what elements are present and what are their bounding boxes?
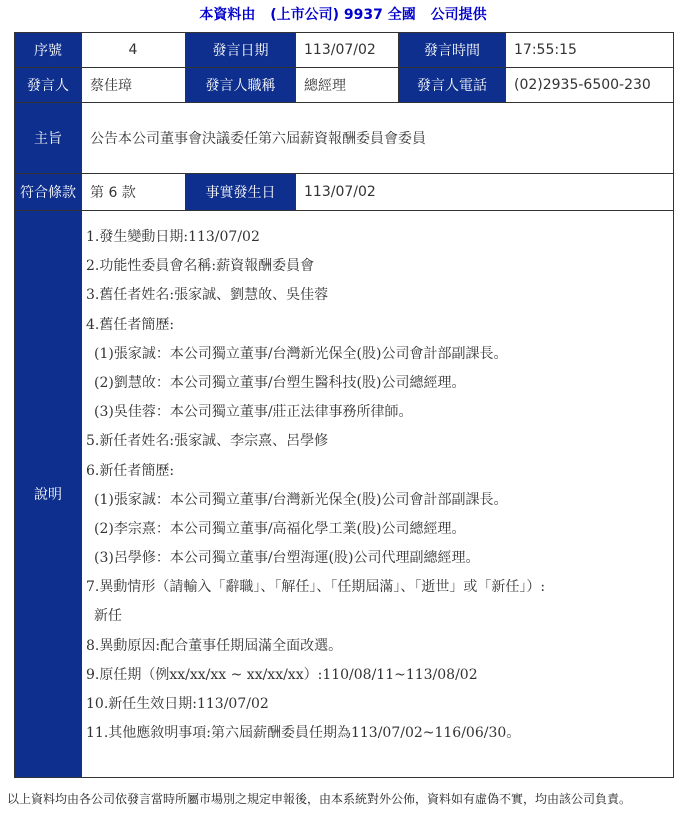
table-row xyxy=(15,211,674,778)
description-body xyxy=(82,211,674,778)
event-date-value: 113/07/02 xyxy=(296,174,674,211)
announce-date-label: 發言日期 xyxy=(186,33,296,68)
table-row xyxy=(15,103,674,174)
description-line: (2)劉慧敀：本公司獨立董事/台塑生醫科技(股)公司總經理。 xyxy=(94,374,466,391)
speaker-title-label: 發言人職稱 xyxy=(186,68,296,103)
subject-value: 公告本公司董事會決議委任第六屆薪資報酬委員會委員 xyxy=(82,103,674,174)
subject-label: 主旨 xyxy=(15,103,82,174)
description-line: 8.異動原因:配合董事任期屆滿全面改選。 xyxy=(86,637,343,654)
speaker-label: 發言人 xyxy=(15,68,82,103)
description-line: 4.舊任者簡歷: xyxy=(86,316,175,333)
description-line: (3)吳佳蓉：本公司獨立董事/莊正法律事務所律師。 xyxy=(94,404,413,421)
source-suffix: 公司提供 xyxy=(430,7,487,23)
description-line: 6.新任者簡歷: xyxy=(86,462,175,479)
speaker-value: 蔡佳璋 xyxy=(82,68,186,103)
description-line: 11.其他應敘明事項:第六屆薪酬委員任期為113/07/02~116/06/30。 xyxy=(86,725,521,742)
event-date-label: 事實發生日 xyxy=(186,174,296,211)
seq-value: 4 xyxy=(82,33,186,68)
speaker-phone-label: 發言人電話 xyxy=(399,68,506,103)
description-line: 9.原任期（例xx/xx/xx ~ xx/xx/xx）:110/08/11~113/08/02 xyxy=(86,666,478,683)
announcement-table xyxy=(14,32,674,778)
description-line: (1)張家誠：本公司獨立董事/台灣新光保全(股)公司會計部副課長。 xyxy=(94,491,508,508)
description-line: (2)李宗熹：本公司獨立董事/高福化學工業(股)公司總經理。 xyxy=(94,520,466,537)
description-line: (1)張家誠：本公司獨立董事/台灣新光保全(股)公司會計部副課長。 xyxy=(94,345,508,362)
description-line: 3.舊任者姓名:張家誠、劉慧敀、吳佳蓉 xyxy=(86,287,329,304)
source-company: (上市公司) 9937 全國 xyxy=(270,7,416,23)
description-line: (3)呂學修：本公司獨立董事/台塑海運(股)公司代理副總經理。 xyxy=(94,550,480,567)
table-row xyxy=(15,68,674,103)
description-line: 1.發生變動日期:113/07/02 xyxy=(86,229,260,245)
speaker-phone-value: (02)2935-6500-230 xyxy=(506,68,674,103)
description-line: 新任 xyxy=(94,608,122,625)
source-line xyxy=(0,4,686,24)
seq-label: 序號 xyxy=(15,33,82,68)
source-prefix: 本資料由 xyxy=(199,7,256,23)
description-label: 說明 xyxy=(15,211,82,778)
description-line: 2.功能性委員會名稱:薪資報酬委員會 xyxy=(86,258,315,275)
clause-value: 第 6 款 xyxy=(82,174,186,211)
announce-time-value: 17:55:15 xyxy=(506,33,674,68)
speaker-title-value: 總經理 xyxy=(296,68,399,103)
description-line: 7.異動情形（請輸入「辭職」、「解任」、「任期屆滿」、「逝世」或「新任」）: xyxy=(86,579,546,596)
disclaimer-footer: 以上資料均由各公司依發言當時所屬市場別之規定申報後，由本系統對外公佈，資料如有虛偽不實，均由該公司負責。 xyxy=(7,792,632,806)
table-row xyxy=(15,174,674,211)
table-row xyxy=(15,33,674,68)
announce-date-value: 113/07/02 xyxy=(296,33,399,68)
description-line: 5.新任者姓名:張家誠、李宗熹、呂學修 xyxy=(86,433,329,450)
announce-time-label: 發言時間 xyxy=(399,33,506,68)
clause-label: 符合條款 xyxy=(15,174,82,211)
description-line: 10.新任生效日期:113/07/02 xyxy=(86,696,269,712)
